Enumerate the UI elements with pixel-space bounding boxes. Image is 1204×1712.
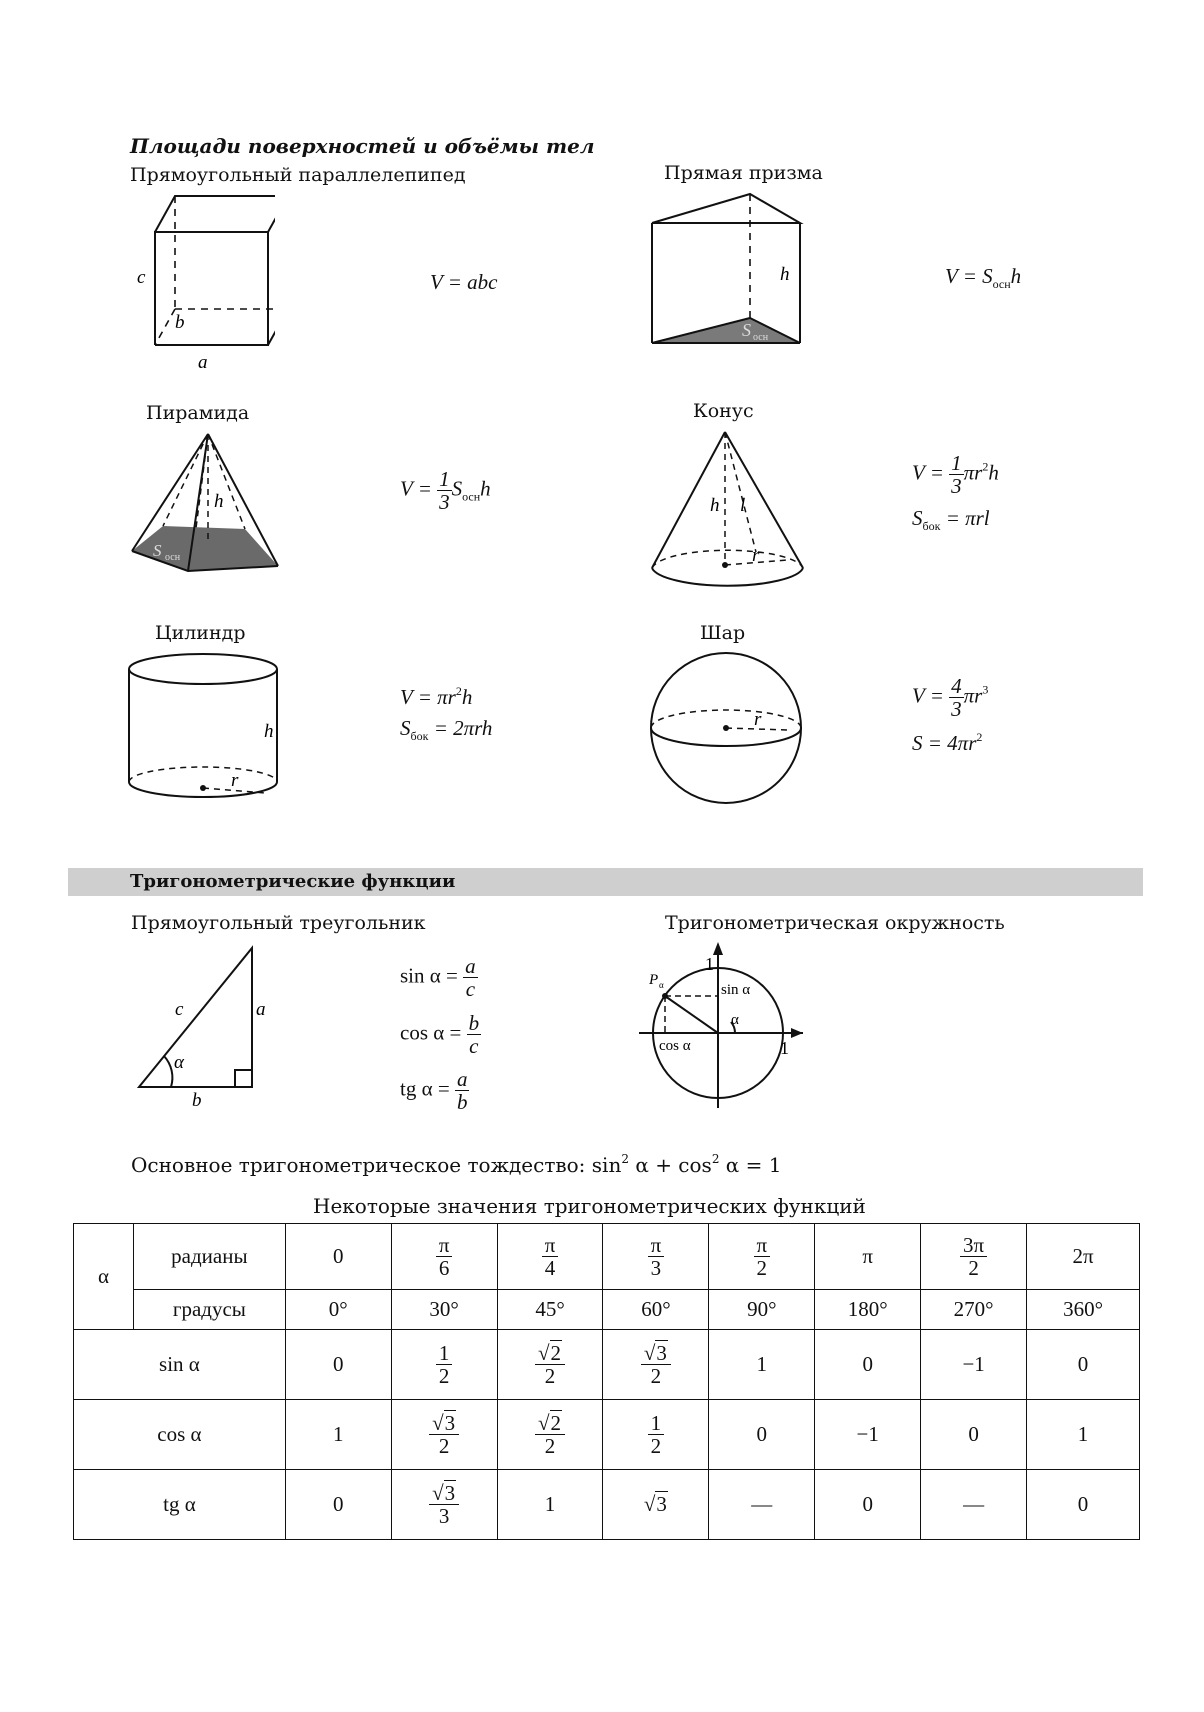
cell-value: 0 (1077, 1492, 1089, 1516)
trig-heading-band (68, 868, 1143, 896)
pyramid-label-s-sub: осн (165, 552, 181, 563)
function-cell (391, 1330, 497, 1400)
cylinder-label-r: r (231, 770, 239, 791)
pyramid-label-h: h (214, 491, 224, 512)
function-cell (1027, 1400, 1140, 1470)
pyramid-formula: V = $\frac{1}{3}$ $S_{осн}h$ (400, 467, 491, 515)
fraction: $\frac{1}{2}$ (648, 1412, 665, 1457)
cone-title: Конус (693, 400, 754, 422)
circle-label-cos: cos α (659, 1038, 691, 1054)
prism-formula: $V = S_{осн}h$ (945, 264, 1022, 291)
radians-cell (497, 1224, 603, 1290)
radians-cell (815, 1224, 921, 1290)
function-cell (709, 1330, 815, 1400)
trig-identity: Основное тригонометрическое тождество: $\sin^2 \alpha + \cos^2 \alpha = 1$ (131, 1152, 782, 1177)
function-cell (1027, 1470, 1140, 1540)
fraction: $\frac{√2}{2}$ (535, 1342, 565, 1387)
function-cell (1027, 1330, 1140, 1400)
fraction: $\frac{\pi}{3}$ (648, 1234, 665, 1279)
cone-volume-formula: V = $\frac{1}{3}$ $\pi r^2h$ (912, 451, 999, 499)
cos-formula: cos α = $\frac{b}{c}$ (400, 1011, 480, 1059)
degrees-cell: 0° (285, 1290, 391, 1330)
prism-title: Прямая призма (664, 162, 823, 184)
sphere-label-r: r (754, 709, 762, 730)
function-cell (709, 1470, 815, 1540)
pyramid-title: Пирамида (146, 402, 250, 424)
cone-label-r: r (752, 545, 760, 566)
cell-value: 0 (862, 1352, 873, 1376)
cell-value: 0 (333, 1244, 344, 1268)
cell-value: 2π (1072, 1244, 1094, 1268)
function-cell (497, 1470, 603, 1540)
cell-value: 0 (333, 1352, 344, 1376)
box-formula: V = abc (430, 270, 498, 294)
radians-cell (921, 1224, 1027, 1290)
function-cell (603, 1470, 709, 1540)
function-row (74, 1470, 1140, 1540)
cell-value: — (963, 1492, 985, 1516)
sphere-title: Шар (700, 622, 746, 644)
cone-figure (648, 428, 808, 588)
fraction: $\frac{√2}{2}$ (535, 1412, 565, 1457)
cylinder-area-formula: $S_{бок} = 2\pi rh$ (400, 716, 493, 743)
cell-value: 0 (333, 1492, 344, 1516)
function-cell (497, 1400, 603, 1470)
function-label: cos α (74, 1400, 286, 1470)
box-title: Прямоугольный параллелепипед (130, 164, 466, 186)
function-label: sin α (74, 1330, 286, 1400)
cell-value: 1 (1077, 1422, 1089, 1446)
sqrt-value: √3 (432, 1480, 456, 1505)
cone-label-h: h (710, 495, 720, 516)
function-cell (815, 1400, 921, 1470)
cell-value: 0 (862, 1492, 873, 1516)
fraction: $\frac{\pi}{4}$ (542, 1234, 559, 1279)
cylinder-figure (125, 650, 285, 810)
function-cell (921, 1330, 1027, 1400)
prism-figure (645, 188, 815, 348)
cone-label-l: l (740, 495, 746, 516)
sqrt-value: √3 (432, 1410, 456, 1435)
box-figure (135, 190, 275, 370)
sin-formula: sin α = $\frac{a}{c}$ (400, 954, 476, 1002)
box-label-b: b (175, 312, 185, 333)
circle-label-one-y: 1 (705, 954, 714, 974)
degrees-cell: 180° (815, 1290, 921, 1330)
sqrt-value: √3 (643, 1492, 667, 1516)
circle-label-one-x: 1 (780, 1038, 789, 1058)
radians-row (74, 1224, 1140, 1290)
function-cell (497, 1330, 603, 1400)
fraction: $\frac{√3}{2}$ (429, 1412, 459, 1457)
sphere-area-formula: $S = 4\pi r^2$ (912, 730, 983, 755)
radians-cell (391, 1224, 497, 1290)
function-cell (815, 1330, 921, 1400)
geometry-heading: Площади поверхностей и объёмы тел (130, 134, 595, 158)
fraction: $\frac{\pi}{6}$ (436, 1234, 453, 1279)
box-label-a: a (198, 352, 208, 370)
function-cell (603, 1400, 709, 1470)
circle-label-p: P (649, 972, 659, 988)
prism-label-h: h (780, 264, 790, 285)
degrees-cell: 60° (603, 1290, 709, 1330)
circle-label-alpha: α (731, 1012, 739, 1028)
cell-value: — (751, 1492, 773, 1516)
triangle-title: Прямоугольный треугольник (131, 912, 426, 934)
radians-label: радианы (133, 1224, 285, 1290)
radians-cell (603, 1224, 709, 1290)
function-label: tg α (74, 1470, 286, 1540)
function-cell (815, 1470, 921, 1540)
unit-circle-figure (635, 938, 815, 1118)
cell-value: 1 (333, 1422, 344, 1446)
prism-label-s-sub: осн (753, 332, 769, 343)
unit-circle-title: Тригонометрическая окружность (665, 912, 1005, 934)
cell-value: 0 (1077, 1352, 1089, 1376)
triangle-label-a: a (256, 999, 266, 1020)
alpha-header: α (74, 1224, 134, 1330)
function-cell (285, 1330, 391, 1400)
cell-value: 0 (968, 1422, 979, 1446)
degrees-cell: 360° (1027, 1290, 1140, 1330)
cell-value: 1 (544, 1492, 556, 1516)
function-cell (285, 1470, 391, 1540)
sqrt-value: √2 (538, 1340, 562, 1365)
sqrt-value: √2 (538, 1410, 562, 1435)
radians-cell (285, 1224, 391, 1290)
sqrt-value: √3 (643, 1340, 667, 1365)
radians-cell (1027, 1224, 1140, 1290)
triangle-figure (135, 942, 275, 1112)
sphere-figure (648, 650, 808, 810)
triangle-label-b: b (192, 1090, 202, 1111)
degrees-cell: 270° (921, 1290, 1027, 1330)
radians-cell (709, 1224, 815, 1290)
function-cell (921, 1400, 1027, 1470)
prism-label-s: S (742, 320, 751, 340)
sphere-volume-formula: V = $\frac{4}{3}$ $\pi r^3$ (912, 674, 989, 722)
box-label-c: c (137, 267, 146, 288)
function-cell (391, 1400, 497, 1470)
degrees-cell: 45° (497, 1290, 603, 1330)
fraction: $\frac{\pi}{2}$ (754, 1234, 771, 1279)
function-row (74, 1330, 1140, 1400)
degrees-row (74, 1290, 1140, 1330)
fraction: $\frac{√3}{2}$ (641, 1342, 671, 1387)
degrees-cell: 30° (391, 1290, 497, 1330)
cell-value: −1 (856, 1422, 879, 1446)
pyramid-figure (128, 428, 288, 588)
degrees-label: градусы (133, 1290, 285, 1330)
table-caption: Некоторые значения тригонометрических функций (313, 1194, 866, 1218)
function-row (74, 1400, 1140, 1470)
function-cell (285, 1400, 391, 1470)
trig-heading: Тригонометрические функции (130, 871, 456, 892)
cylinder-label-h: h (264, 721, 274, 742)
function-cell (709, 1400, 815, 1470)
function-cell (391, 1470, 497, 1540)
fraction: $\frac{1}{2}$ (436, 1342, 453, 1387)
cell-value: 0 (756, 1422, 768, 1446)
circle-label-sin: sin α (721, 982, 751, 998)
function-cell (921, 1470, 1027, 1540)
cell-value: 1 (756, 1352, 768, 1376)
cylinder-volume-formula: $V = \pi r^2h$ (400, 684, 473, 709)
circle-label-p-sub: α (659, 980, 664, 990)
function-cell (603, 1330, 709, 1400)
tg-formula: tg α = $\frac{a}{b}$ (400, 1067, 468, 1115)
fraction: $\frac{√3}{3}$ (429, 1482, 459, 1527)
fraction: $\frac{3\pi}{2}$ (960, 1234, 987, 1279)
triangle-label-c: c (175, 999, 184, 1020)
triangle-label-alpha: α (174, 1052, 184, 1073)
degrees-cell: 90° (709, 1290, 815, 1330)
cell-value: −1 (962, 1352, 985, 1376)
trig-values-table (73, 1223, 1140, 1540)
cell-value: π (862, 1244, 873, 1268)
cone-area-formula: $S_{бок} = \pi rl$ (912, 506, 990, 533)
pyramid-label-s: S (153, 541, 162, 560)
cylinder-title: Цилиндр (155, 622, 246, 644)
